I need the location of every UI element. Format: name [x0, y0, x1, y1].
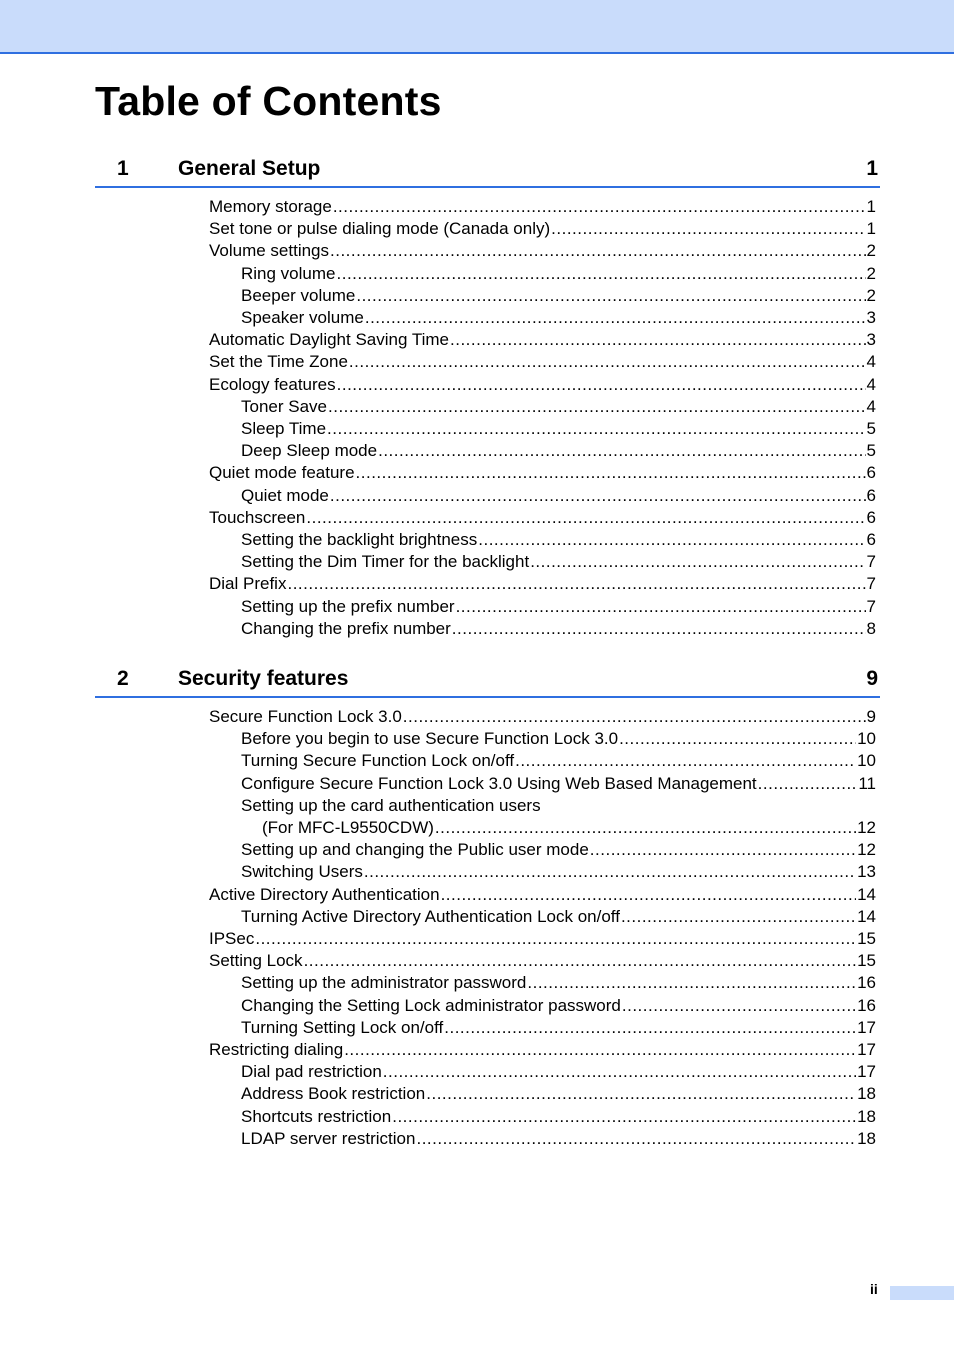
toc-leader-dots: [349, 351, 866, 373]
toc-entry-label: Volume settings: [209, 241, 330, 261]
toc-entry[interactable]: [209, 884, 876, 906]
toc-entry-label: Dial Prefix: [209, 574, 287, 594]
toc-entry-page: 5: [866, 441, 876, 461]
toc-entry[interactable]: [241, 861, 876, 883]
toc-leader-dots: [622, 995, 856, 1017]
toc-entry[interactable]: [209, 928, 876, 950]
toc-leader-dots: [330, 485, 866, 507]
toc-entry-page: 14: [857, 906, 876, 926]
toc-entry-page: 12: [857, 818, 876, 837]
toc-entry[interactable]: [241, 440, 876, 462]
toc-entry[interactable]: [241, 839, 876, 861]
toc-leader-dots: [344, 1039, 856, 1061]
toc-entry-page: 2: [866, 285, 876, 305]
toc-entry[interactable]: [209, 329, 876, 351]
toc-entry[interactable]: [241, 972, 876, 994]
toc-leader-dots: [441, 884, 857, 906]
toc-entry-page: 16: [857, 973, 876, 993]
toc-leader-dots: [456, 596, 866, 618]
chapter-number: 1: [117, 157, 129, 180]
toc-leader-dots: [590, 839, 856, 861]
toc-entry[interactable]: [241, 418, 876, 440]
toc-entry-label: Before you begin to use Secure Function Lock 3.0: [241, 729, 619, 749]
toc-entry[interactable]: [241, 529, 876, 551]
toc-entry-page: 4: [866, 396, 876, 416]
toc-entry-page: 15: [857, 929, 876, 948]
toc-entry[interactable]: [262, 817, 876, 839]
toc-leader-dots: [758, 773, 858, 795]
toc-entry-page: 7: [866, 574, 876, 594]
toc-entry-label: (For MFC-L9550CDW): [262, 818, 434, 837]
chapter-page: 9: [866, 667, 878, 690]
toc-entry-page: 7: [866, 552, 876, 572]
toc-entry-label: Changing the prefix number: [241, 618, 451, 638]
toc-leader-dots: [478, 529, 865, 551]
toc-entry[interactable]: [241, 307, 876, 329]
toc-leader-dots: [383, 1061, 856, 1083]
toc-leader-dots: [330, 240, 866, 262]
toc-entry-label: Quiet mode feature: [209, 463, 355, 483]
toc-entry[interactable]: [241, 1083, 876, 1105]
toc-entry[interactable]: [241, 1106, 876, 1128]
toc-entry-label: Ecology features: [209, 374, 336, 394]
toc-entry-page: 4: [866, 352, 876, 372]
toc-entry-page: 9: [866, 707, 876, 726]
toc-entry-page: 6: [866, 463, 876, 483]
toc-entry-label: Toner Save: [241, 396, 327, 416]
toc-entry-page: 10: [857, 751, 876, 771]
toc-entry-page: 15: [857, 951, 876, 971]
toc-entry-label: Setting the backlight brightness: [241, 530, 478, 549]
toc-leader-dots: [426, 1083, 856, 1105]
toc-leader-dots: [337, 263, 866, 285]
toc-entry-page: 1: [866, 219, 876, 239]
toc-entry-page: 3: [866, 308, 876, 327]
toc-entry-page: 3: [866, 330, 876, 350]
toc-leader-dots: [416, 1128, 856, 1150]
toc-entry[interactable]: [241, 750, 876, 772]
toc-entry-page: 18: [857, 1106, 876, 1126]
chapter-title: Security features: [178, 667, 349, 690]
toc-leader-dots: [530, 551, 865, 573]
toc-leader-dots: [333, 196, 866, 218]
toc-entry-page: 2: [866, 263, 876, 283]
toc-entry-page: 17: [857, 1040, 876, 1059]
toc-entry-label: Beeper volume: [241, 285, 356, 305]
toc-leader-dots: [515, 750, 856, 772]
toc-leader-dots: [328, 396, 866, 418]
toc-entry-page: 6: [866, 507, 876, 527]
toc-entry[interactable]: [241, 285, 876, 307]
toc-entry[interactable]: [209, 196, 876, 218]
toc-entry[interactable]: [241, 995, 876, 1017]
toc-entry-label: Speaker volume: [241, 308, 364, 327]
toc-entry-page: 16: [857, 995, 876, 1015]
toc-entry-label: Touchscreen: [209, 507, 306, 527]
toc-entry[interactable]: [241, 596, 876, 618]
toc-entry-page: 10: [857, 729, 876, 749]
toc-entry-page: 1: [866, 197, 876, 216]
toc-entry-page: 13: [857, 862, 876, 882]
toc-entry[interactable]: [209, 507, 876, 529]
toc-entry-label: IPSec: [209, 929, 255, 948]
toc-leader-dots: [621, 906, 856, 928]
toc-entry-label: Set the Time Zone: [209, 352, 348, 372]
toc-leader-dots: [403, 706, 866, 728]
toc-entry-page: 6: [866, 485, 876, 505]
toc-entry-page: 8: [866, 618, 876, 638]
toc-entry-label: Restricting dialing: [209, 1040, 344, 1059]
toc-entry-page: 14: [857, 884, 876, 904]
toc-entry[interactable]: [241, 795, 876, 817]
toc-entry-page: 18: [857, 1084, 876, 1104]
toc-entry-page: 18: [857, 1128, 876, 1148]
toc-entry[interactable]: [241, 773, 876, 795]
toc-entry-label: Dial pad restriction: [241, 1062, 382, 1082]
toc-leader-dots: [444, 1017, 856, 1039]
page-title: Table of Contents: [95, 78, 442, 124]
toc-leader-dots: [364, 861, 856, 883]
toc-entry[interactable]: [209, 351, 876, 373]
toc-entry[interactable]: [209, 1039, 876, 1061]
toc-entry[interactable]: [209, 374, 876, 396]
toc-entry-page: 4: [866, 374, 876, 394]
toc-entry[interactable]: [241, 396, 876, 418]
toc-entry[interactable]: [209, 573, 876, 595]
toc-leader-dots: [378, 440, 865, 462]
toc-entry[interactable]: [241, 1128, 876, 1150]
toc-leader-dots: [356, 285, 865, 307]
toc-leader-dots: [337, 374, 866, 396]
toc-entry[interactable]: [241, 618, 876, 640]
toc-entry-label: Memory storage: [209, 197, 332, 216]
toc-entry-label: Deep Sleep mode: [241, 441, 378, 461]
toc-entry-label: Setting the Dim Timer for the backlight: [241, 552, 530, 572]
toc-entry[interactable]: [241, 263, 876, 285]
toc-entry[interactable]: [241, 906, 876, 928]
toc-leader-dots: [435, 817, 856, 839]
chapter-page: 1: [866, 157, 878, 180]
toc-entry-label: Ring volume: [241, 263, 336, 283]
toc-entry[interactable]: [241, 728, 876, 750]
toc-entry-page: 7: [866, 596, 876, 616]
toc-leader-dots: [356, 462, 866, 484]
toc-entry[interactable]: [209, 240, 876, 262]
toc-entry[interactable]: [209, 218, 876, 240]
chapter-heading-1[interactable]: [95, 152, 880, 188]
toc-entry-page: 17: [857, 1017, 876, 1037]
toc-entry-label: Configure Secure Function Lock 3.0 Using Web Based Management: [241, 773, 757, 793]
chapter-number: 2: [117, 667, 129, 690]
footer-page-number: ii: [870, 1281, 878, 1297]
toc-entry-label: Shortcuts restriction: [241, 1106, 392, 1126]
toc-entry-label: Address Book restriction: [241, 1084, 426, 1104]
toc-entry-label: Quiet mode: [241, 485, 329, 505]
toc-entry-label: Setting up the card authentication users: [241, 795, 541, 815]
toc-entry-label: Setting up the prefix number: [241, 596, 455, 616]
toc-entry-label: LDAP server restriction: [241, 1128, 416, 1148]
toc-entry[interactable]: [241, 1017, 876, 1039]
header-band: [0, 0, 954, 54]
toc-entry-label: Automatic Daylight Saving Time: [209, 330, 449, 350]
toc-leader-dots: [365, 307, 866, 329]
toc-leader-dots: [450, 329, 866, 351]
toc-entry-label: Secure Function Lock 3.0: [209, 707, 402, 726]
toc-leader-dots: [304, 950, 857, 972]
toc-entry-label: Changing the Setting Lock administrator password: [241, 995, 621, 1015]
toc-entry-page: 12: [857, 840, 876, 860]
toc-leader-dots: [527, 972, 856, 994]
toc-entry-label: Setting up and changing the Public user mode: [241, 840, 589, 860]
toc-leader-dots: [255, 928, 856, 950]
toc-entry-label: Turning Setting Lock on/off: [241, 1017, 444, 1037]
chapter-title: General Setup: [178, 157, 321, 180]
toc-leader-dots: [619, 728, 856, 750]
toc-entry-label: Set tone or pulse dialing mode (Canada only): [209, 219, 551, 239]
toc-entry-label: Switching Users: [241, 862, 363, 882]
toc-entry[interactable]: [241, 551, 876, 573]
toc-entry-label: Setting up the administrator password: [241, 973, 527, 993]
toc-entry-label: Setting Lock: [209, 951, 303, 971]
toc-entry-label: Turning Active Directory Authentication Lock on/off: [241, 906, 620, 926]
toc-leader-dots: [287, 573, 865, 595]
toc-entry-page: 2: [866, 241, 876, 261]
toc-entry-page: 6: [866, 530, 876, 549]
toc-entry-label: Turning Secure Function Lock on/off: [241, 751, 515, 771]
toc-entry[interactable]: [241, 485, 876, 507]
chapter-heading-2[interactable]: [95, 662, 880, 698]
toc-entry-page: 17: [857, 1062, 876, 1082]
toc-entry-label: Sleep Time: [241, 419, 327, 438]
toc-leader-dots: [452, 618, 866, 640]
toc-entry[interactable]: [209, 706, 876, 728]
toc-entry-page: 11: [858, 773, 876, 793]
toc-entry-page: 5: [866, 419, 876, 438]
toc-entry[interactable]: [241, 1061, 876, 1083]
footer-tab: [890, 1286, 954, 1300]
toc-leader-dots: [392, 1106, 856, 1128]
toc-leader-dots: [551, 218, 865, 240]
toc-entry[interactable]: [209, 950, 876, 972]
toc-entry-label: Active Directory Authentication: [209, 884, 440, 904]
toc-leader-dots: [306, 507, 865, 529]
toc-leader-dots: [327, 418, 865, 440]
toc-entry[interactable]: [209, 462, 876, 484]
